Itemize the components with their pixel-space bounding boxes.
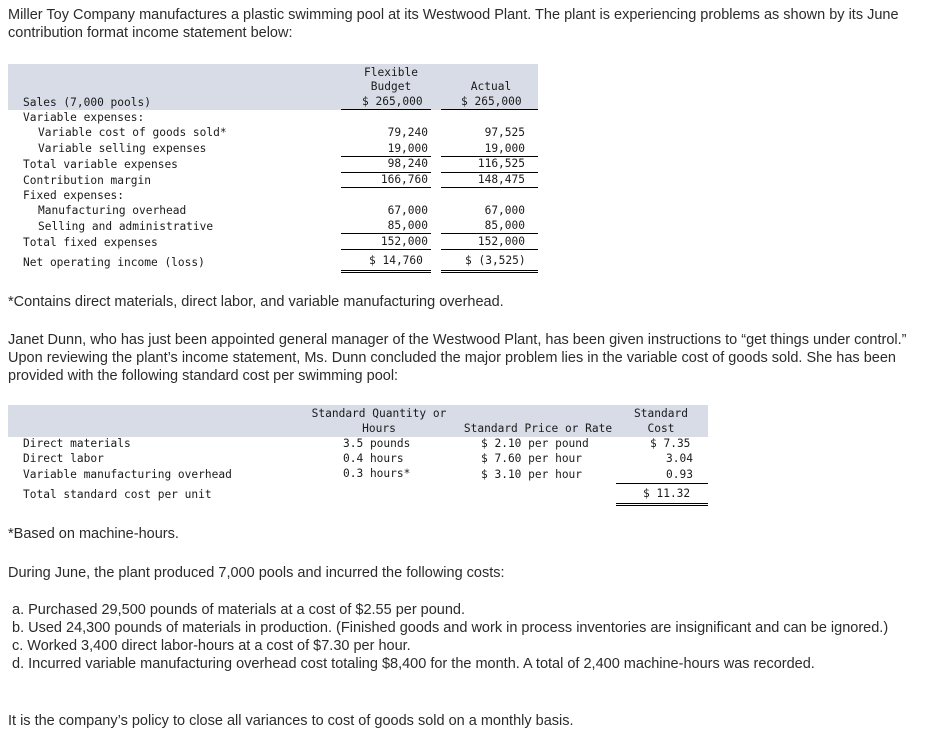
row-label: Total fixed expenses <box>23 236 158 249</box>
actual-value: 148,475 <box>477 173 525 186</box>
row-label: Direct materials <box>23 437 131 450</box>
list-item: b. Used 24,300 pounds of materials in production. (Finished goods and work in process inventories are insignificant and can be ignored.) <box>12 620 889 636</box>
row-label: Variable cost of goods sold* <box>38 126 227 139</box>
flexible-value: $ 14,760 <box>369 254 423 267</box>
underline <box>441 233 538 234</box>
flexible-header-line1: Flexible <box>364 66 418 79</box>
list-item: c. Worked 3,400 direct labor-hours at a cost of $7.30 per hour. <box>12 638 411 654</box>
row-label: Variable expenses: <box>23 111 145 124</box>
paragraph-june-costs: During June, the plant produced 7,000 pools and incurred the following costs: <box>8 565 505 581</box>
underline <box>341 233 431 234</box>
underline <box>341 109 431 110</box>
row-label: Total variable expenses <box>23 158 178 171</box>
flexible-value: 85,000 <box>387 219 428 232</box>
price-header: Standard Price or Rate <box>463 422 613 435</box>
cost-value: 3.04 <box>666 452 693 465</box>
flexible-value: 98,240 <box>387 157 428 170</box>
price-value: $ 7.60 per hour <box>481 452 583 465</box>
flexible-header-line2: Budget <box>370 80 412 93</box>
flexible-value: $ 265,000 <box>362 95 423 108</box>
flexible-value: 67,000 <box>387 204 428 217</box>
row-label: Direct labor <box>23 452 104 465</box>
actual-value: 67,000 <box>484 204 525 217</box>
cost-header-line1: Standard <box>634 407 688 420</box>
qty-value: 0.3 hours* <box>343 467 411 480</box>
underline <box>341 187 431 188</box>
row-label: Selling and administrative <box>38 220 214 233</box>
footnote-1: *Contains direct materials, direct labor, and variable manufacturing overhead. <box>8 294 504 310</box>
double-underline <box>341 270 431 271</box>
row-label: Contribution margin <box>23 174 151 187</box>
row-label: Variable selling expenses <box>38 142 207 155</box>
flexible-value: 79,240 <box>387 126 428 139</box>
double-underline <box>616 503 708 504</box>
actual-value: $ 265,000 <box>461 95 522 108</box>
underline <box>441 187 538 188</box>
double-underline <box>341 272 431 273</box>
flexible-value: 152,000 <box>380 235 428 248</box>
row-label: Total standard cost per unit <box>23 488 212 501</box>
actual-value: 19,000 <box>484 142 525 155</box>
qty-header-line2: Hours <box>362 422 396 435</box>
flexible-value: 166,760 <box>380 173 428 186</box>
price-value: $ 2.10 per pound <box>481 437 589 450</box>
cost-value: $ 11.32 <box>643 487 691 500</box>
row-label: Manufacturing overhead <box>38 204 187 217</box>
cost-value: $ 7.35 <box>650 437 691 450</box>
actual-header: Actual <box>470 80 512 93</box>
underline <box>341 249 431 250</box>
underline <box>616 483 708 484</box>
intro-text: Miller Toy Company manufactures a plastic swimming pool at its Westwood Plant. The plant is experiencing problems as shown by its June contribution format income statement below: <box>8 7 899 41</box>
qty-header-line1: Standard Quantity or <box>311 407 447 420</box>
paragraph-policy: It is the company’s policy to close all variances to cost of goods sold on a monthly basis. <box>8 713 574 729</box>
actual-value: 85,000 <box>484 219 525 232</box>
underline <box>441 249 538 250</box>
row-label: Sales (7,000 pools) <box>23 96 151 109</box>
footnote-2: *Based on machine-hours. <box>8 526 179 542</box>
paragraph-janet-dunn: Janet Dunn, who has just been appointed general manager of the Westwood Plant, has been given instructions to “get things under control.” Upon reviewing the plant’s income statement, Ms. Dunn concluded the major problem lies in the variable cost of goods sold. She has been provided with the following standard cost per swimming pool: <box>8 332 907 384</box>
actual-value: 116,525 <box>477 157 525 170</box>
actual-value: 152,000 <box>477 235 525 248</box>
list-item: a. Purchased 29,500 pounds of materials at a cost of $2.55 per pound. <box>12 602 466 618</box>
qty-value: 0.4 hours <box>343 452 404 465</box>
double-underline <box>441 270 538 271</box>
actual-value: 97,525 <box>484 126 525 139</box>
row-label: Fixed expenses: <box>23 189 125 202</box>
qty-value: 3.5 pounds <box>343 437 411 450</box>
underline <box>441 109 538 110</box>
actual-value: $ (3,525) <box>465 254 526 267</box>
cost-list <box>12 601 912 673</box>
list-item: d. Incurred variable manufacturing overhead cost totaling $8,400 for the month. A total of 2,400 machine-hours was recorded. <box>12 656 815 672</box>
price-value: $ 3.10 per hour <box>481 468 583 481</box>
cost-value: 0.93 <box>666 468 693 481</box>
row-label: Net operating income (loss) <box>23 256 205 269</box>
double-underline <box>441 272 538 273</box>
row-label: Variable manufacturing overhead <box>23 468 232 481</box>
flexible-value: 19,000 <box>387 142 428 155</box>
cost-header-line2: Cost <box>647 422 675 435</box>
double-underline <box>616 505 708 506</box>
